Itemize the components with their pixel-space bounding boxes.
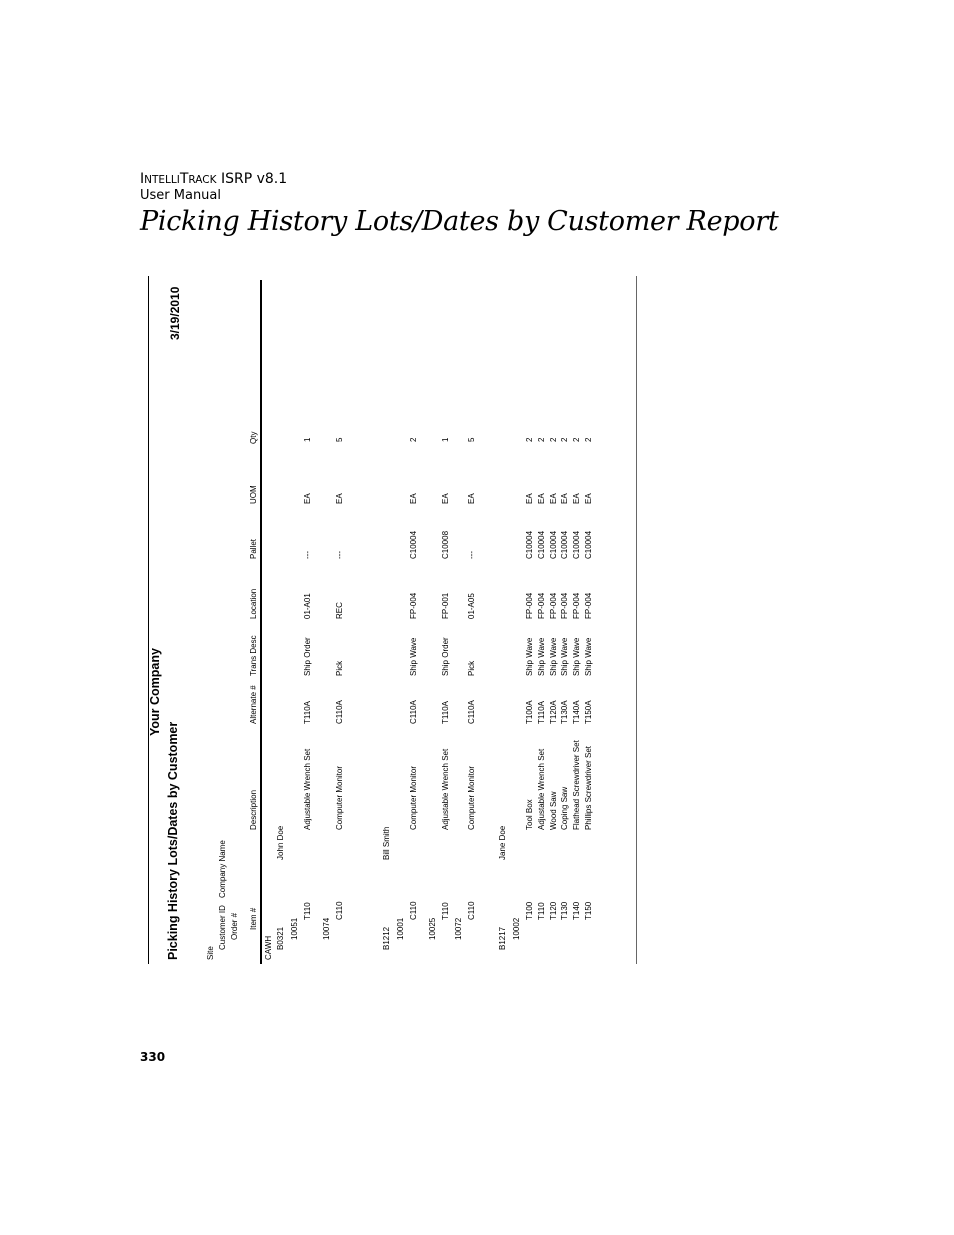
page-title: Picking History Lots/Dates by Customer Report (140, 206, 779, 237)
table-cell: Phillips Screwdriver Set (584, 745, 593, 830)
col-description: Description (249, 789, 258, 830)
table-cell: Ship Wave (409, 637, 418, 676)
brand-rest-1: NTELLI (144, 174, 180, 186)
table-cell: EA (525, 493, 534, 504)
customer-id: B0321 (276, 926, 285, 950)
site-code: CAWH (264, 935, 273, 960)
table-cell: EA (409, 493, 418, 504)
col-uom: UOM (249, 485, 258, 504)
table-cell: T150 (584, 901, 593, 920)
col-alternate: Alternate # (249, 685, 258, 724)
table-cell: Ship Wave (560, 637, 570, 676)
table-cell: Computer Monitor (335, 765, 344, 830)
table-cell: FP-004 (525, 592, 534, 619)
order-number: 10072 (454, 917, 463, 940)
header-order: Order # (230, 912, 239, 940)
table-cell: C110 (409, 901, 418, 920)
report-rotated-page (148, 276, 638, 964)
table-cell: 2 (560, 437, 570, 442)
table-cell: Adjustable Wrench Set (441, 748, 450, 830)
report-bottom-rule (636, 276, 637, 964)
table-cell: T100 (525, 901, 534, 920)
table-cell: --- (303, 551, 312, 559)
table-cell: C110A (467, 700, 476, 724)
table-cell: 2 (584, 437, 593, 442)
brand-initial-2: T (179, 171, 189, 187)
table-cell: FP-004 (572, 592, 582, 619)
table-cell: C110A (409, 700, 418, 724)
table-cell: EA (335, 493, 344, 504)
customer-id: B1212 (382, 926, 391, 950)
table-cell: Ship Wave (525, 637, 534, 676)
order-number: 10002 (512, 917, 521, 940)
table-cell: 5 (467, 437, 476, 442)
table-cell: C10004 (548, 530, 558, 559)
table-cell: EA (467, 493, 476, 504)
table-cell: Adjustable Wrench Set (303, 748, 312, 830)
table-cell: EA (536, 493, 546, 504)
report-date: 3/19/2010 (168, 286, 182, 340)
table-cell: EA (441, 493, 450, 504)
table-cell: 2 (525, 437, 534, 442)
table-cell: C10004 (525, 530, 534, 559)
manual-subtitle: User Manual (140, 188, 222, 203)
table-cell: Coping Saw (560, 786, 570, 830)
table-cell: C110 (467, 901, 476, 920)
table-cell: T120 (548, 901, 558, 920)
table-cell: --- (467, 551, 476, 559)
table-cell: EA (548, 493, 558, 504)
order-number: 10025 (428, 917, 437, 940)
table-cell: FP-004 (560, 592, 570, 619)
table-cell: T100A (525, 700, 534, 724)
table-cell: REC (335, 602, 344, 619)
customer-name: John Doe (276, 825, 285, 860)
table-cell: Flathead Screwdriver Set (572, 740, 582, 830)
table-cell: Wood Saw (548, 791, 558, 830)
table-cell: T110 (303, 902, 312, 920)
col-item: Item # (249, 907, 258, 930)
table-cell: T110A (441, 701, 450, 724)
table-cell: T140 (572, 901, 582, 920)
table-cell: 5 (335, 437, 344, 442)
table-cell: --- (335, 551, 344, 559)
table-cell: FP-004 (409, 592, 418, 619)
table-cell: EA (584, 493, 593, 504)
table-cell: 2 (409, 437, 418, 442)
col-qty: Qty (249, 431, 258, 444)
table-cell: Pick (335, 660, 344, 676)
brand-rest-2: RACK (188, 174, 217, 186)
report-company: Your Company (148, 648, 162, 736)
table-cell: FP-004 (584, 592, 593, 619)
table-cell: 1 (441, 437, 450, 442)
table-cell: C10004 (409, 530, 418, 559)
table-cell: Ship Order (441, 637, 450, 676)
table-cell: Pick (467, 660, 476, 676)
table-cell: 2 (548, 437, 558, 442)
brand-initial-1: I (140, 171, 145, 187)
table-cell: C10004 (560, 530, 570, 559)
table-cell: T110A (536, 701, 546, 724)
table-cell: Ship Order (303, 637, 312, 676)
table-cell: Computer Monitor (467, 765, 476, 830)
table-cell: Ship Wave (536, 637, 546, 676)
table-cell: C10008 (441, 530, 450, 559)
table-cell: FP-004 (548, 592, 558, 619)
table-cell: Tool Box (525, 799, 534, 830)
customer-name: Jane Doe (498, 825, 507, 860)
order-number: 10051 (290, 917, 299, 940)
table-cell: Ship Wave (548, 637, 558, 676)
table-cell: FP-004 (536, 592, 546, 619)
table-cell: C110A (335, 700, 344, 724)
table-cell: C110 (335, 901, 344, 920)
table-cell: T110 (536, 902, 546, 920)
table-cell: T130A (560, 700, 570, 724)
table-cell: C10004 (584, 530, 593, 559)
table-cell: C10004 (572, 530, 582, 559)
table-cell: Ship Wave (572, 637, 582, 676)
table-cell: Ship Wave (584, 637, 593, 676)
header-site: Site (206, 946, 215, 960)
column-header-rule (260, 280, 262, 964)
table-cell: Computer Monitor (409, 765, 418, 830)
col-pallet: Pallet (249, 538, 258, 559)
table-cell: C10004 (536, 530, 546, 559)
customer-id: B1217 (498, 926, 507, 950)
table-cell: T120A (548, 700, 558, 724)
manual-product-header (140, 171, 287, 187)
table-cell: 2 (536, 437, 546, 442)
table-cell: T150A (584, 700, 593, 724)
col-trans-desc: Trans Desc (249, 635, 258, 676)
table-cell: FP-001 (441, 592, 450, 619)
report-top-rule (148, 276, 149, 964)
order-number: 10074 (322, 917, 331, 940)
order-number: 10001 (396, 917, 405, 940)
table-cell: 2 (572, 437, 582, 442)
header-customer-id: Customer ID (218, 905, 227, 950)
customer-name: Bill Smith (382, 826, 391, 860)
table-cell: T110 (441, 902, 450, 920)
table-cell: EA (303, 493, 312, 504)
table-cell: 1 (303, 437, 312, 442)
table-cell: 01-A01 (303, 593, 312, 619)
table-cell: EA (560, 493, 570, 504)
report-title: Picking History Lots/Dates by Customer (166, 721, 180, 960)
table-cell: 01-A05 (467, 593, 476, 619)
table-cell: Adjustable Wrench Set (536, 748, 546, 830)
report-figure (148, 276, 638, 964)
table-cell: EA (572, 493, 582, 504)
col-location: Location (249, 588, 258, 619)
table-cell: T110A (303, 701, 312, 724)
table-cell: T140A (572, 700, 582, 724)
table-cell: T130 (560, 901, 570, 920)
page-number: 330 (140, 1050, 166, 1064)
header-company-name: Company Name (218, 840, 227, 898)
product-version: ISRP v8.1 (216, 171, 288, 187)
